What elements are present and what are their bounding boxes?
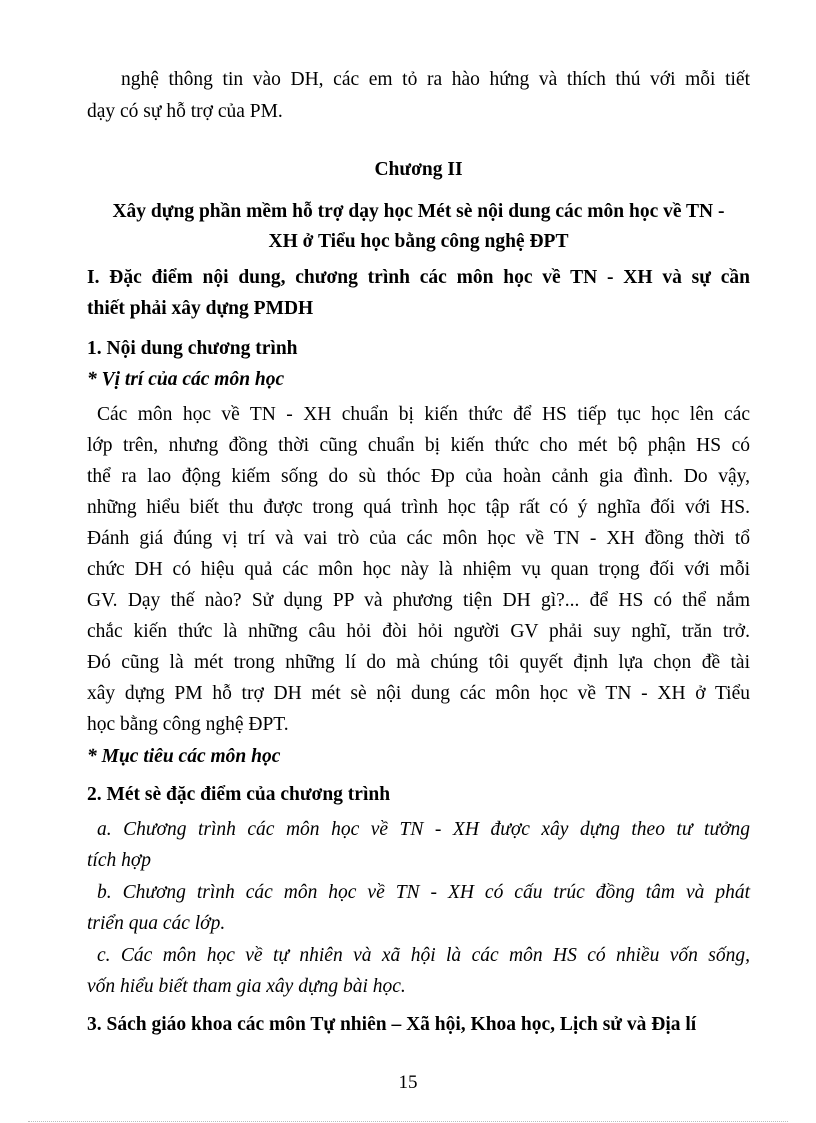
paragraph-line-2: lớp trên, nhưng đồng thời cũng chuẩn bị kiến thức cho mét bộ phận HS có <box>87 435 750 456</box>
paragraph-line-5: Đánh giá đúng vị trí và vai trò của các môn học về TN - XH đồng thời tổ <box>87 528 750 549</box>
paragraph-line-1: Các môn học về TN - XH chuẩn bị kiến thức để HS tiếp tục học lên các <box>97 404 750 425</box>
chapter-title-line-1: Xây dựng phần mềm hỗ trợ dạy học Mét sè nội dung các môn học về TN - <box>112 201 725 222</box>
point-a-line-2: tích hợp <box>87 850 152 871</box>
point-a-line-1: a. Chương trình các môn học về TN - XH được xây dựng theo tư tưởng <box>97 819 750 840</box>
paragraph-line-11: học bằng công nghệ ĐPT. <box>87 714 289 735</box>
continuation-line-2: dạy có sự hỗ trợ của PM. <box>87 101 283 122</box>
subheading-content-program: 1. Nội dung chương trình <box>87 338 298 359</box>
paragraph-line-7: GV. Dạy thế nào? Sử dụng PP và phương tiện DH gì?... để HS có thể nắm <box>87 590 750 611</box>
footer-divider <box>28 1121 788 1122</box>
paragraph-line-9: Đó cũng là mét trong những lí do mà chúng tôi quyết định lựa chọn đề tài <box>87 652 750 673</box>
point-c-line-1: c. Các môn học về tự nhiên và xã hội là các môn HS có nhiều vốn sống, <box>97 945 750 966</box>
paragraph-line-6: chức DH có hiệu quả các môn học này là nhiệm vụ quan trọng đối với mỗi <box>87 559 750 580</box>
bullet-subject-goals: * Mục tiêu các môn học <box>87 746 281 767</box>
point-c-line-2: vốn hiểu biết tham gia xây dựng bài học. <box>87 976 406 997</box>
point-b-line-2: triển qua các lớp. <box>87 913 226 934</box>
bullet-subject-position: * Vị trí của các môn học <box>87 369 285 390</box>
point-b-line-1: b. Chương trình các môn học về TN - XH có cấu trúc đồng tâm và phát <box>97 882 750 903</box>
paragraph-line-3: thể ra lao động kiếm sống do sù thóc Ðp của hoàn cảnh gia đình. Do vậy, <box>87 466 750 487</box>
paragraph-line-4: những hiểu biết thu được trong quá trình học tập rất có ý nghĩa đối với HS. <box>87 497 750 518</box>
subheading-textbooks: 3. Sách giáo khoa các môn Tự nhiên – Xã hội, Khoa học, Lịch sử và Địa lí <box>87 1014 697 1035</box>
chapter-title-line-2: XH ở Tiểu học bằng công nghệ ĐPT <box>268 231 569 252</box>
section-heading-line-2: thiết phải xây dựng PMDH <box>87 298 314 319</box>
continuation-line-1: nghệ thông tin vào DH, các em tỏ ra hào hứng và thích thú với mỗi tiết <box>121 69 750 90</box>
chapter-label: Chương II <box>374 159 463 180</box>
paragraph-line-8: chắc kiến thức là những câu hỏi đòi hỏi người GV phải suy nghĩ, trăn trở. <box>87 621 750 642</box>
paragraph-line-10: xây dựng PM hỗ trợ DH mét sè nội dung các môn học về TN - XH ở Tiểu <box>87 683 750 704</box>
subheading-program-features: 2. Mét sè đặc điểm của chương trình <box>87 784 391 805</box>
page-number: 15 <box>398 1072 418 1093</box>
section-heading-line-1: I. Đặc điểm nội dung, chương trình các môn học về TN - XH và sự cần <box>87 267 750 288</box>
